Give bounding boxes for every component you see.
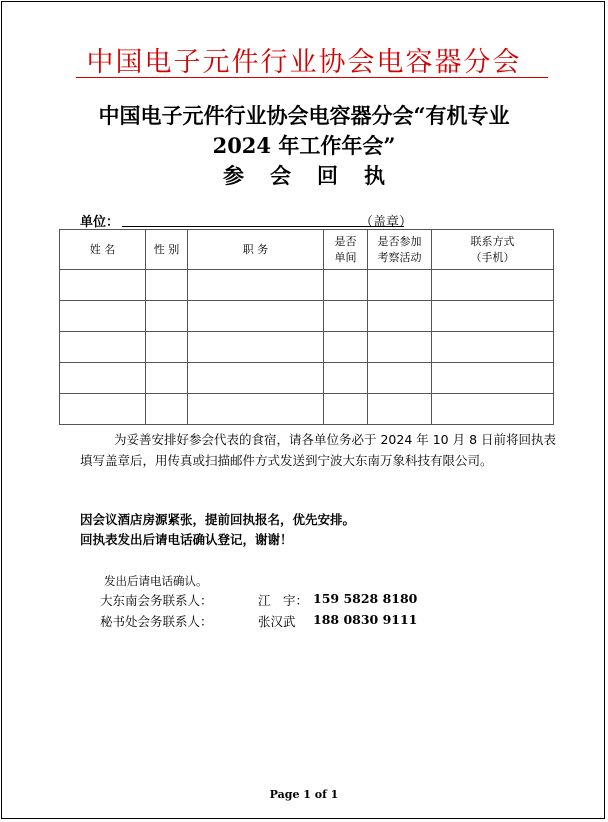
cell-single-room[interactable] — [324, 363, 368, 394]
page-footer: Page 1 of 1 — [269, 788, 339, 801]
cell-position[interactable] — [188, 363, 324, 394]
table-header-row — [60, 230, 554, 270]
cell-visit[interactable] — [368, 301, 432, 332]
cell-name[interactable] — [60, 301, 146, 332]
header-position-label: 职 务 — [242, 242, 269, 256]
cell-single-room[interactable] — [324, 270, 368, 301]
header-single-room — [324, 230, 368, 270]
instruction-paragraph: 为妥善安排好参会代表的食宿，请各单位务必于 2024 年 10 月 8 日前将回执表填写盖章后，用传真或扫描邮件方式发送到宁波大东南万象科技有限公司。 — [80, 432, 557, 468]
cell-gender[interactable] — [146, 363, 188, 394]
header-contact-line2: （手机） — [470, 250, 515, 264]
cell-gender[interactable] — [146, 301, 188, 332]
header-visit-line1: 是否参加 — [377, 234, 422, 248]
cell-contact[interactable] — [432, 301, 554, 332]
title-line-2: 2024 年工作年会” — [212, 133, 396, 158]
contact-note: 发出后请电话确认。 — [104, 574, 208, 588]
cell-contact[interactable] — [432, 394, 554, 425]
cell-single-room[interactable] — [324, 332, 368, 363]
table-row — [60, 301, 554, 332]
cell-name[interactable] — [60, 332, 146, 363]
contact-phone: 188 0830 9111 — [313, 612, 418, 627]
table-row — [60, 270, 554, 301]
cell-gender[interactable] — [146, 394, 188, 425]
cell-contact[interactable] — [432, 332, 554, 363]
cell-visit[interactable] — [368, 332, 432, 363]
contact-name: 张汉武 — [258, 614, 296, 629]
unit-stamp-note: （盖章） — [360, 215, 413, 230]
cell-single-room[interactable] — [324, 394, 368, 425]
header-single-room-line1: 是否 — [334, 234, 357, 248]
header-gender — [146, 230, 188, 270]
cell-contact[interactable] — [432, 363, 554, 394]
unit-label: 单位： — [80, 215, 120, 230]
table-row — [60, 363, 554, 394]
cell-name[interactable] — [60, 394, 146, 425]
table-row — [60, 332, 554, 363]
cell-gender[interactable] — [146, 270, 188, 301]
cell-visit[interactable] — [368, 270, 432, 301]
title-line-1: 中国电子元件行业协会电容器分会“有机专业 — [98, 103, 510, 128]
contact-role: 大东南会务联系人： — [100, 593, 213, 608]
cell-single-room[interactable] — [324, 301, 368, 332]
header-visit — [368, 230, 432, 270]
contact-role: 秘书处会务联系人： — [100, 614, 213, 629]
header-contact — [432, 230, 554, 270]
letterhead: 中国电子元件行业协会电容器分会 — [86, 47, 522, 78]
notice-hotel: 因会议酒店房源紧张，提前回执报名，优先安排。 — [80, 512, 356, 527]
cell-name[interactable] — [60, 270, 146, 301]
table-body — [60, 270, 554, 425]
header-name — [60, 230, 146, 270]
cell-position[interactable] — [188, 394, 324, 425]
cell-contact[interactable] — [432, 270, 554, 301]
letterhead-rule — [76, 77, 548, 78]
header-contact-line1: 联系方式 — [470, 234, 515, 248]
header-single-room-line2: 单间 — [334, 250, 357, 264]
header-position — [188, 230, 324, 270]
header-visit-line2: 考察活动 — [377, 250, 422, 264]
cell-position[interactable] — [188, 270, 324, 301]
cell-position[interactable] — [188, 332, 324, 363]
cell-position[interactable] — [188, 301, 324, 332]
cell-visit[interactable] — [368, 363, 432, 394]
reply-table — [59, 229, 554, 425]
header-gender-label: 性 别 — [153, 242, 180, 256]
contact-name: 江 宇： — [258, 593, 309, 608]
cell-visit[interactable] — [368, 394, 432, 425]
table-row — [60, 394, 554, 425]
cell-gender[interactable] — [146, 332, 188, 363]
title-line-3: 参会回执 — [223, 163, 411, 188]
header-name-label: 姓 名 — [89, 242, 116, 256]
notice-confirm: 回执表发出后请电话确认登记，谢谢！ — [80, 532, 293, 547]
contact-phone: 159 5828 8180 — [313, 591, 418, 606]
cell-name[interactable] — [60, 363, 146, 394]
